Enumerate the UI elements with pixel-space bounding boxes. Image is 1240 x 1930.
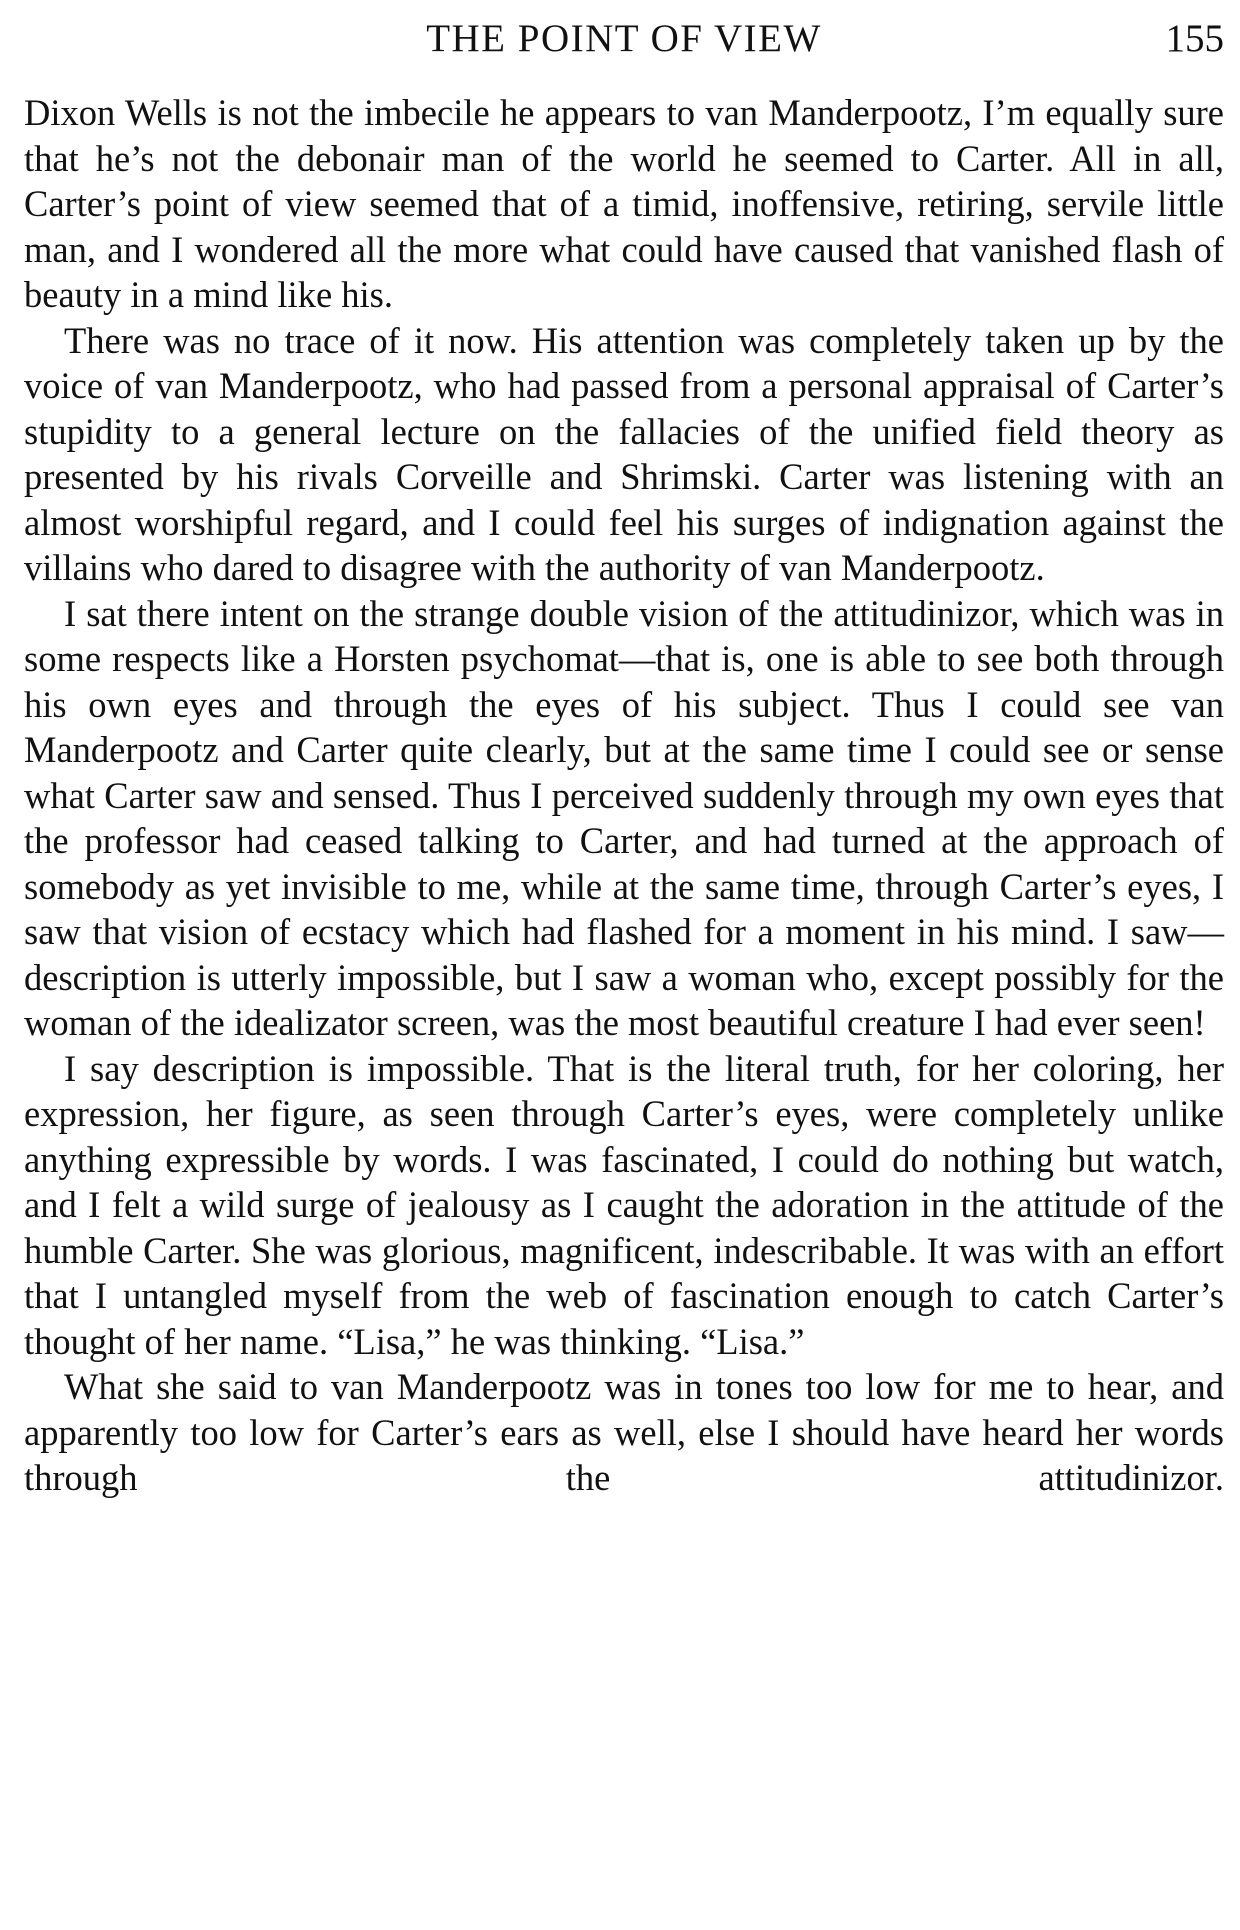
paragraph-3: I sat there intent on the strange double vision of the attitudinizor, which was in some respects like a Horsten psychomat—that is, one is able to see both through his own eyes and through the eyes of his subject. Thus I could see van Manderpootz and Carter quite clearly, but at the same time I could see or sense what Carter saw and sensed. Thus I perceived suddenly through my own eyes that the professor had ceased talking to Carter, and had turned at the approach of somebody as yet invisible to me, while at the same time, through Carter’s eyes, I saw that vision of ecstacy which had flashed for a moment in his mind. I saw—description is utterly impossible, but I saw a woman who, except possibly for the woman of the idealizator screen, was the most beautiful creature I had ever seen!: [24, 592, 1224, 1043]
book-page: [24, 14, 1224, 1501]
paragraph-4: I say description is impossible. That is the literal truth, for her coloring, her expression, her figure, as seen through Carter’s eyes, were completely unlike anything expressible by words. I was fascinated, I could do nothing but watch, and I felt a wild surge of jealousy as I caught the adoration in the attitude of the humble Carter. She was glorious, magnificent, indescribable. It was with an effort that I untangled myself from the web of fascination enough to catch Carter’s thought of her name. “Lisa,” he was thinking. “Lisa.”: [24, 1047, 1224, 1362]
page-number: 155: [1165, 17, 1224, 60]
paragraph-2: There was no trace of it now. His attention was completely taken up by the voice of van Manderpootz, who had passed from a personal appraisal of Carter’s stupidity to a general lecture on the fallacies of the unified field theory as presented by his rivals Corveille and Shrimski. Carter was listening with an almost worshipful regard, and I could feel his surges of indignation against the villains who dared to disagree with the authority of van Manderpootz.: [24, 319, 1224, 588]
running-title: THE POINT OF VIEW: [426, 17, 822, 60]
body-text: [24, 90, 1224, 1501]
paragraph-1: Dixon Wells is not the imbecile he appears to van Manderpootz, I’m equally sure that he’s not the debonair man of the world he seemed to Carter. All in all, Carter’s point of view seemed that of a timid, inoffensive, retiring, servile little man, and I wondered all the more what could have caused that vanished flash of beauty in a mind like his.: [24, 92, 1224, 315]
page-header: [24, 14, 1224, 66]
paragraph-5: What she said to van Manderpootz was in tones too low for me to hear, and apparently too low for Carter’s ears as well, else I should have heard her words through the attitudinizor.: [24, 1366, 1224, 1498]
